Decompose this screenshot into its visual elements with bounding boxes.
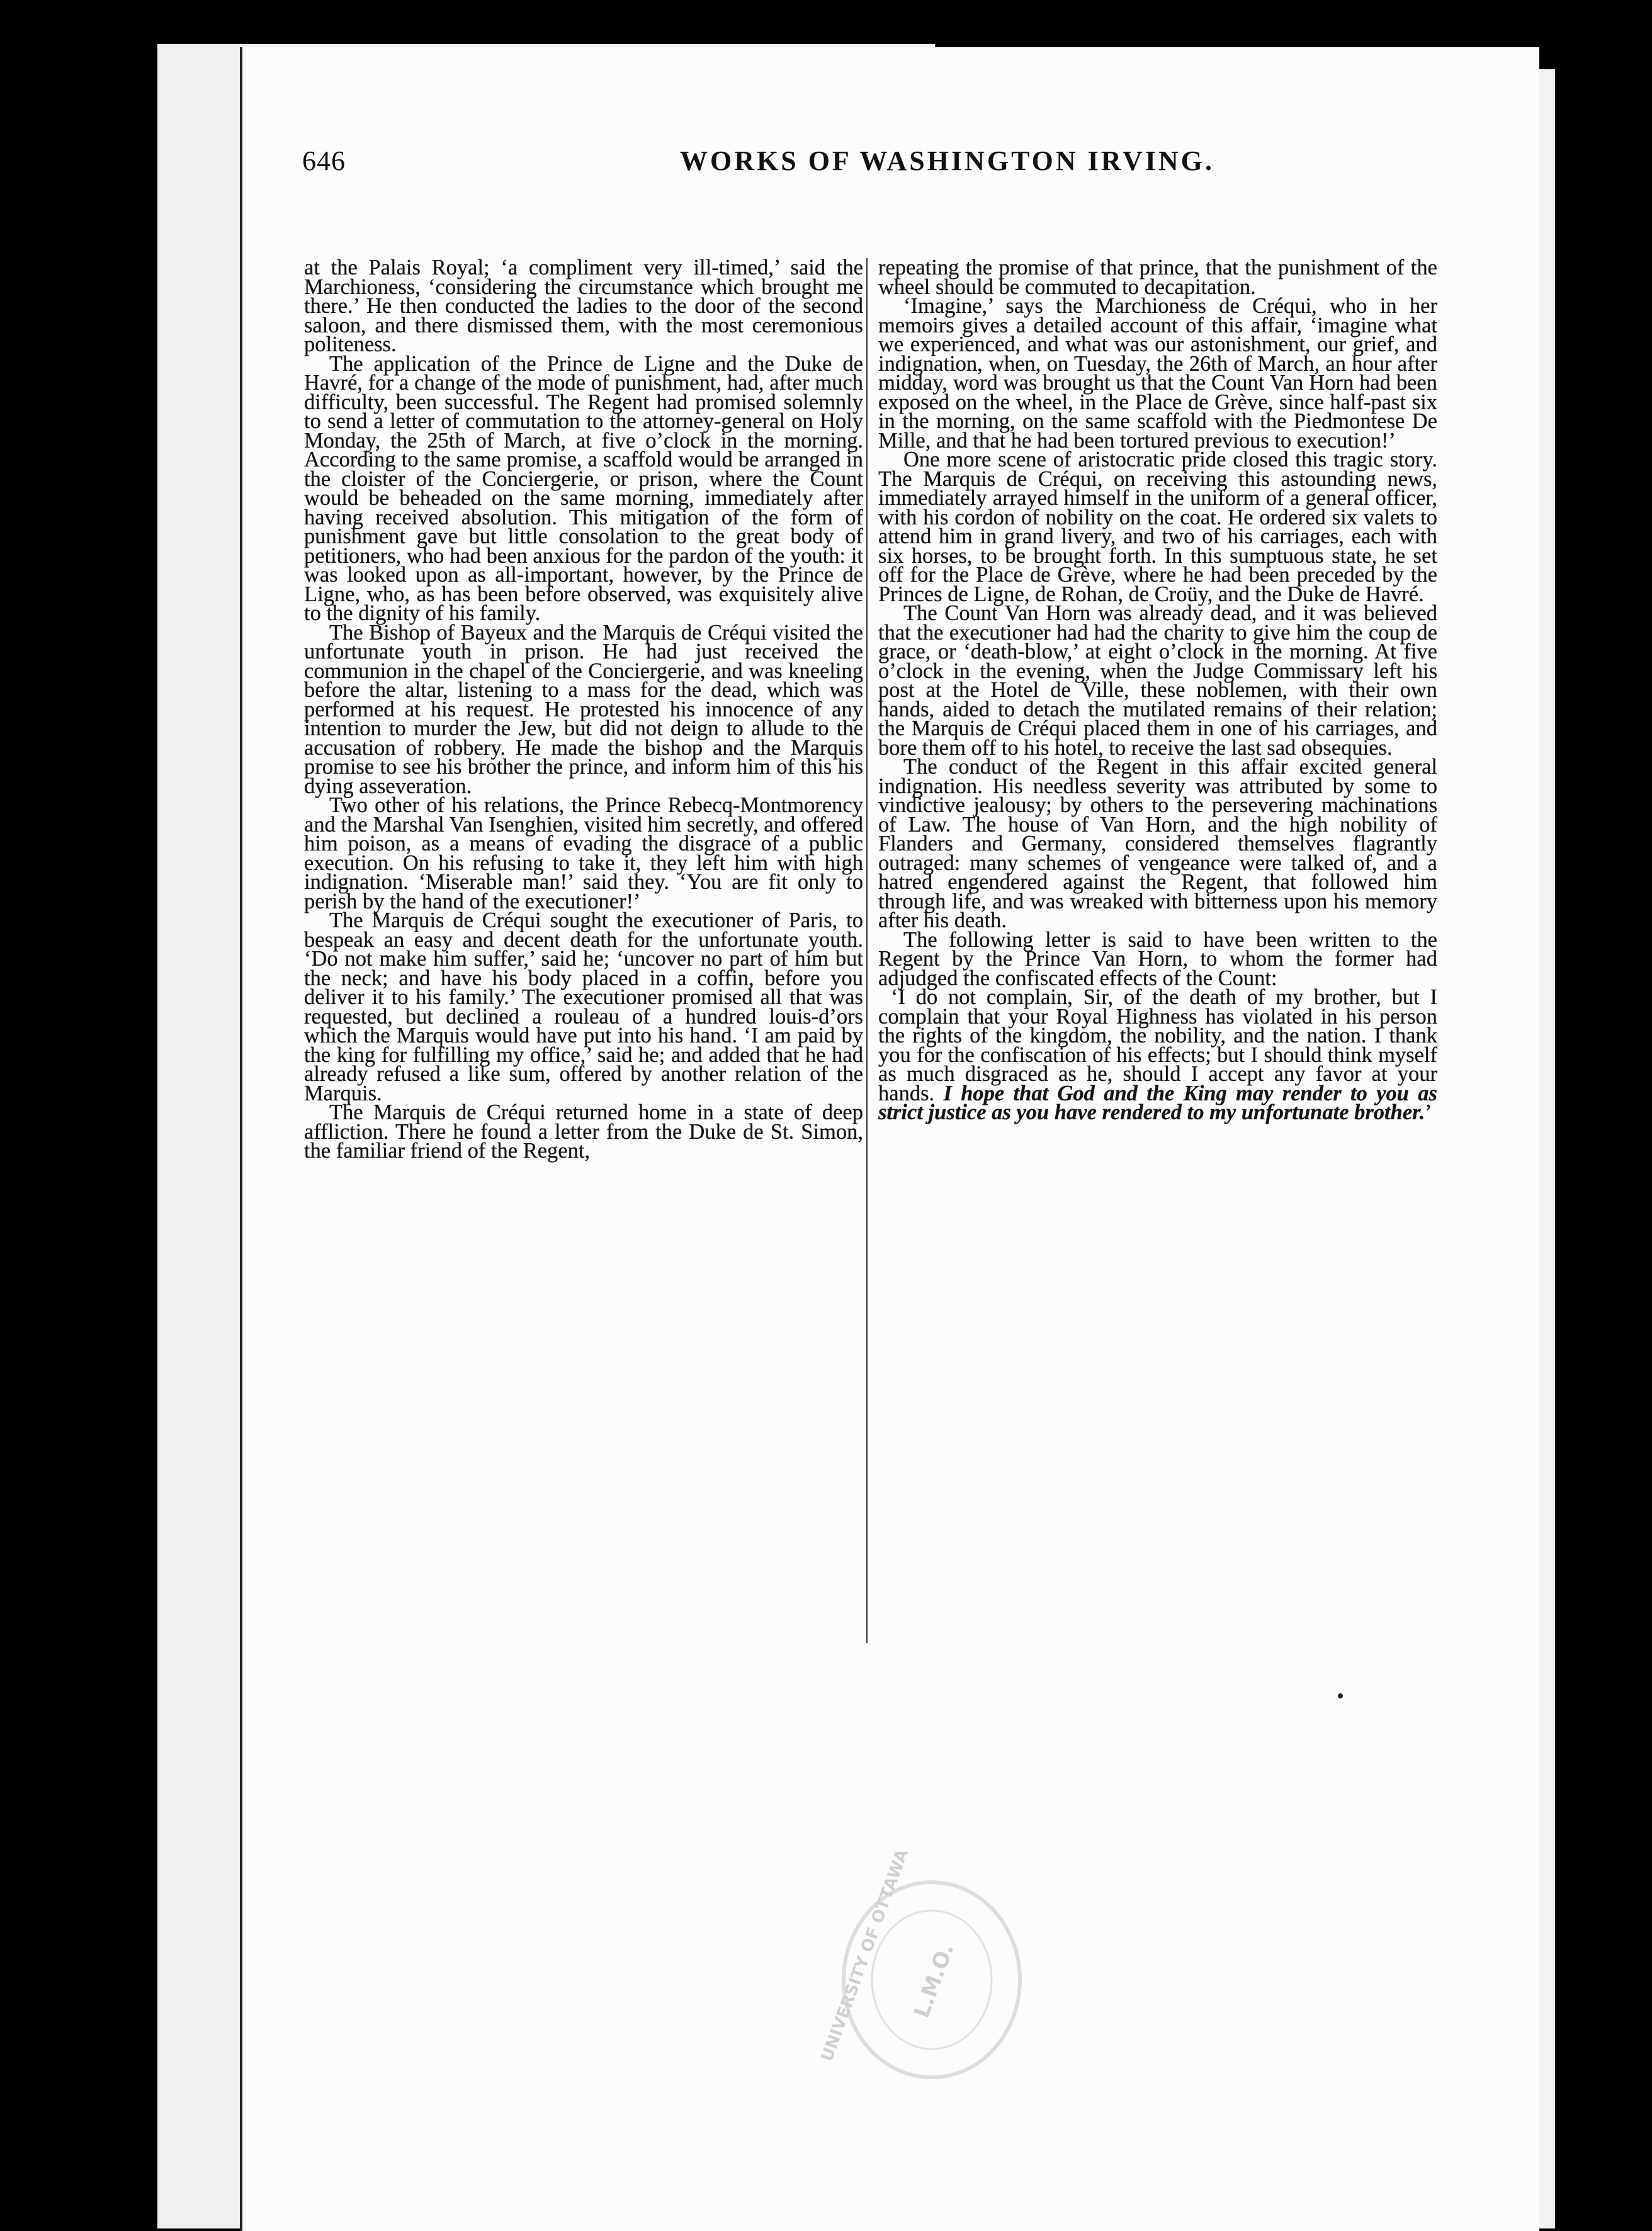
- paragraph: ‘Imagine,’ says the Marchioness de Créqui, who in her memoirs gives a detailed account of this affair, ‘imagine what we experienced, and what was our astonishment, our grief, and indignation, when, on Tuesday, the 26th of March, an hour after midday, word was brought us that the Count Van Horn had been exposed on the wheel, in the Place de Grève, since half-past six in the morning, on the same scaffold with the Piedmontese De Mille, and that he had been tortured previous to execution!’: [878, 294, 1437, 453]
- quoted-letter: [878, 985, 1437, 1124]
- left-column: [304, 258, 863, 1643]
- right-column: [878, 258, 1437, 1643]
- page-number: 646: [302, 145, 346, 176]
- paragraph: The conduct of the Regent in this affair excited general indignation. His needless severity was attributed by some to vindictive jealousy; by others to the persevering machinations of Law. The house of Van Horn, and the high nobility of Flanders and Germany, considered themselves flagrantly outraged: many schemes of vengeance were talked of, and a hatred engendered against the Regent, that followed him through life, and was wreaked with bitterness upon his memory after his death.: [878, 755, 1437, 932]
- column-divider: [866, 258, 868, 1643]
- running-title: WORKS OF WASHINGTON IRVING.: [680, 145, 1214, 176]
- paragraph: The Marquis de Créqui sought the executioner of Paris, to bespeak an easy and decent death for the unfortunate youth. ‘Do not make him suffer,’ said he; ‘uncover no part of him but the neck; and have his body placed in a coffin, before you deliver it to his family.’ The executioner promised all that was requested, but declined a rouleau of a hundred louis-d’ors which the Marquis would have put into his hand. ‘I am paid by the king for fulfilling my office,’ said he; and added that he had already refused a like sum, offered by another relation of the Marquis.: [304, 908, 863, 1105]
- paragraph: The Count Van Horn was already dead, and it was believed that the executioner had had the charity to give him the coup de grace, or ‘death-blow,’ at eight o’clock in the morning. At five o’clock in the evening, when the Judge Commissary left his post at the Hotel de Ville, these noblemen, with their own hands, aided to detach the mutilated remains of their relation; the Marquis de Créqui placed them in one of his carriages, and bore them off to his hotel, to receive the last sad obsequies.: [878, 601, 1437, 760]
- paragraph: The application of the Prince de Ligne and the Duke de Havré, for a change of the mode of punishment, had, after much difficulty, been successful. The Regent had promised solemnly to send a letter of commutation to the attorney-general on Holy Monday, the 25th of March, at five o’clock in the morning. According to the same promise, a scaffold would be arranged in the cloister of the Conciergerie, or prison, where the Count would be beheaded on the same morning, immediately after having received absolution. This mitigation of the form of punishment gave but little consolation to the great body of petitioners, who had been anxious for the pardon of the youth: it was looked upon as all-important, however, by the Prince de Ligne, who, as has been before observed, was exquisitely alive to the dignity of his family.: [304, 351, 863, 625]
- paragraph: The following letter is said to have been written to the Regent by the Prince Van Horn, to whom the former had adjudged the confiscated effects of the Count:: [878, 927, 1437, 990]
- paragraph: One more scene of aristocratic pride closed this tragic story. The Marquis de Créqui, on receiving this astounding news, immediately arrayed himself in the uniform of a general officer, with his cordon of nobility on the coat. He ordered six valets to attend him in grand livery, and two of his carriages, each with six horses, to be brought forth. In this sumptuous state, he set off for the Place de Grève, where he had been preceded by the Princes de Ligne, de Rohan, de Croüy, and the Duke de Havré.: [878, 448, 1437, 606]
- stamp-text: UNIVERSITY OF OTTAWA: [817, 1846, 912, 2064]
- book-page: [242, 47, 1539, 2231]
- letter-text: ‘I do not complain, Sir, of the death of my brother, but I complain that your Royal Highness has violated in his person the rights of the kingdom, the nobility, and the nation. I thank you for the confiscation of his effects; but I should think myself as much disgraced as he, should I accept any favor at your hands.: [878, 985, 1437, 1105]
- stamp-text: L.M.O.: [909, 1940, 959, 2021]
- paragraph: repeating the promise of that prince, that the punishment of the wheel should be commuted to decapitation.: [878, 256, 1437, 299]
- paragraph: at the Palais Royal; ‘a compliment very ill-timed,’ said the Marchioness, ‘considering the circumstance which brought me there.’ He then conducted the ladies to the door of the second saloon, and there dismissed them, with the most ceremonious politeness.: [304, 256, 863, 356]
- ink-dot: [1338, 1693, 1343, 1698]
- page-header: [302, 145, 1391, 189]
- paragraph: Two other of his relations, the Prince Rebecq-Montmorency and the Marshal Van Isenghien, visited him secretly, and offered him poison, as a means of evading the disgrace of a public execution. On his refusing to take it, they left him with high indignation. ‘Miserable man!’ said they. ‘You are fit only to perish by the hand of the executioner!’: [304, 793, 863, 913]
- letter-italic-closing: I hope that God and the King may render to you as strict justice as you have rendered to my unfortunate brother.: [878, 1081, 1437, 1124]
- paragraph: The Marquis de Créqui returned home in a state of deep affliction. There he found a letter from the Duke de St. Simon, the familiar friend of the Regent,: [304, 1100, 863, 1163]
- closing-quote: ’: [1425, 1100, 1432, 1124]
- paragraph: The Bishop of Bayeux and the Marquis de Créqui visited the unfortunate youth in prison. He had just received the communion in the chapel of the Conciergerie, and was kneeling before the altar, listening to a mass for the dead, which was performed at his request. He protested his innocence of any intention to murder the Jew, but did not deign to allude to the accusation of robbery. He made the bishop and the Marquis promise to see his brother the prince, and inform him of this his dying asseveration.: [304, 620, 863, 798]
- library-stamp: [817, 1846, 1026, 2084]
